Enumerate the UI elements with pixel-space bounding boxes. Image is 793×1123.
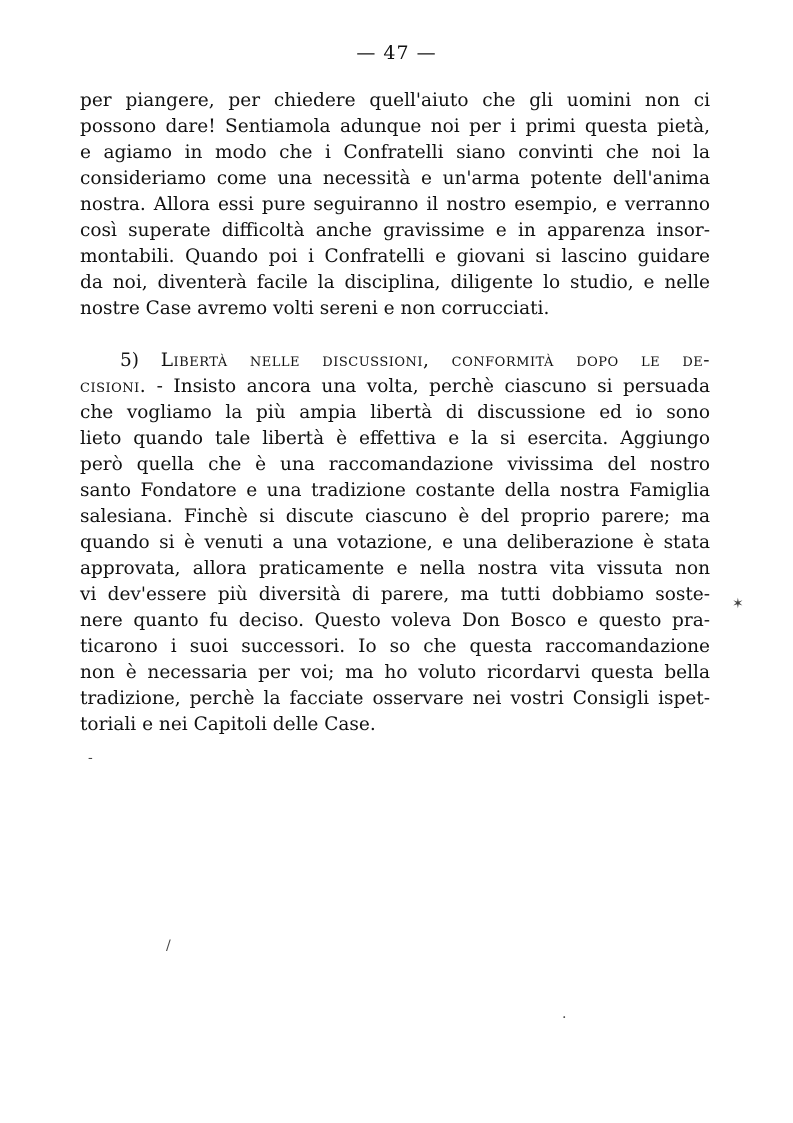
text-line: lieto quando tale libertà è effettiva e la si esercita. Aggiungo xyxy=(80,428,710,449)
text-line: salesiana. Finchè si discute ciascuno è del proprio parere; ma xyxy=(80,506,710,527)
section-number: 5) xyxy=(120,350,139,371)
scan-mark: ✶ xyxy=(732,596,744,612)
page-number: — 47 — xyxy=(356,42,437,64)
text-line: quando si è venuti a una votazione, e una deliberazione è stata xyxy=(80,532,710,553)
text-line: per piangere, per chiedere quell'aiuto che gli uomini non ci xyxy=(80,90,710,111)
text-line: toriali e nei Capitoli delle Case. xyxy=(80,714,376,735)
text-line: nostre Case avremo volti sereni e non corrucciati. xyxy=(80,298,550,319)
text-line: però quella che è una raccomandazione vivissima del nostro xyxy=(80,454,710,475)
text-line: non è necessaria per voi; ma ho voluto ricordarvi questa bella xyxy=(80,662,710,683)
text-line: così superate difficoltà anche gravissime e in apparenza insor- xyxy=(80,220,710,241)
text-line: montabili. Quando poi i Confratelli e giovani si lascino guidare xyxy=(80,246,710,267)
text-line: approvata, allora praticamente e nella nostra vita vissuta non xyxy=(80,558,710,579)
section-heading: Libertà nelle discussioni, conformità dopo le de- xyxy=(160,350,710,371)
text-line: possono dare! Sentiamola adunque noi per i primi questa pietà, xyxy=(80,116,710,137)
text-line: e agiamo in modo che i Confratelli siano convinti che noi la xyxy=(80,142,710,163)
text-line: nostra. Allora essi pure seguiranno il nostro esempio, e verranno xyxy=(80,194,710,215)
text-line: che vogliamo la più ampia libertà di discussione ed io sono xyxy=(80,402,710,423)
section-heading-line xyxy=(80,348,710,374)
text-line: consideriamo come una necessità e un'arma potente dell'anima xyxy=(80,168,710,189)
text-line: ticarono i suoi successori. Io so che questa raccomandazione xyxy=(80,636,710,657)
text-line: tradizione, perchè la facciate osservare nei vostri Consigli ispet- xyxy=(80,688,710,709)
text-line: nere quanto fu deciso. Questo voleva Don Bosco e questo pra- xyxy=(80,610,710,631)
section-heading-line xyxy=(80,374,710,400)
text-span: - Insisto ancora una volta, perchè ciascuno si persuada xyxy=(156,376,710,397)
text-line: da noi, diventerà facile la disciplina, diligente lo studio, e nelle xyxy=(80,272,710,293)
scan-mark: / xyxy=(166,938,171,954)
section-heading-continued: cisioni. xyxy=(80,376,147,397)
scan-mark: - xyxy=(88,750,93,766)
text-line: vi dev'essere più diversità di parere, ma tutti dobbiamo soste- xyxy=(80,584,710,605)
text-line: santo Fondatore e una tradizione costante della nostra Famiglia xyxy=(80,480,710,501)
scan-mark: . xyxy=(562,1006,567,1022)
